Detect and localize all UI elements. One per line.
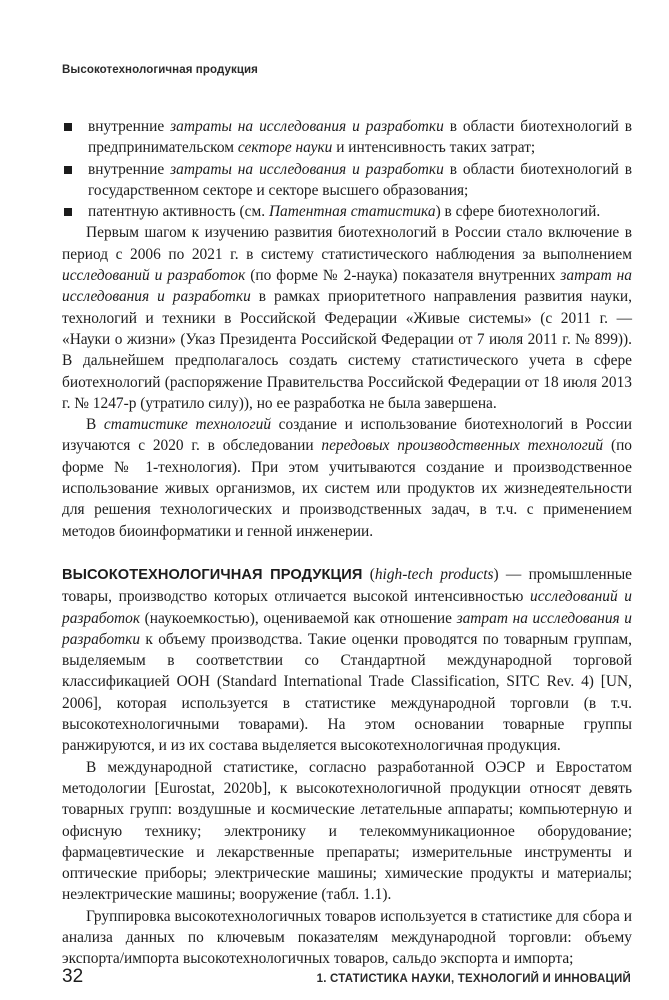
page-number: 32 (62, 966, 84, 987)
paragraph-international-statistics: В международной статистике, согласно разработанной ОЭСР и Евростатом методологии [Eurostat, 2020b], к высокотехнологичной продукции относят девять товарных групп: воздушные и космические летательные аппараты; компьютерную и офисную технику; электронику и телекоммуникационное оборудование; фармацевтические и лекарственные препараты; измерительные инструменты и оптические приборы; электрические машины; химические продукты и материалы; неэлектрические машины; вооружение (табл. 1.1). (62, 758, 632, 904)
running-head: Высокотехнологичная продукция (62, 64, 258, 76)
entry-english-term: high-tech products (374, 565, 494, 583)
paragraph-grouping: Группировка высокотехнологичных товаров используется в статистике для сбора и анализа данных по ключевым показателям международной торговли: объему экспорта/импорта высокотехнологичных товаров, сальдо экспорта и импорта; (62, 907, 632, 968)
section-gap (62, 542, 632, 564)
list-item: внутренние затраты на исследования и разработки в области биотехнологий в предпринимательском секторе науки и интенсивность таких затрат; (62, 116, 632, 159)
page-footer (62, 966, 631, 988)
list-item: внутренние затраты на исследования и разработки в области биотехнологий в государственном секторе и секторе высшего образования; (62, 159, 632, 202)
paragraph-biotech-first-steps: Первым шагом к изучению развития биотехнологий в России стало включение в период с 2006 по 2021 г. в систему статистического наблюдения за выполнением исследований и разработок (по форме № 2-наука) показателя внутренних затрат на исследования и разработки в рамках приоритетного направления развития науки, технологий и техники в Российской Федерации «Живые системы» (с 2011 г. — «Науки о жизни» (Указ Президента Российской Федерации от 7 июля 2011 г. № 899)). В дальнейшем предполагалось создать систему статистического учета в сфере биотехнологий (распоряжение Правительства Российской Федерации от 18 июля 2013 г. № 1247-р (утратило силу)), но ее разработка не была завершена. (62, 224, 632, 412)
page-body (62, 116, 632, 970)
paragraph-technology-statistics: В статистике технологий создание и использование биотехнологий в России изучаются с 2020 г. в обследовании передовых производственных технологий (по форме № 1-технология). При этом учитываются создание и производственное использование живых организмов, их систем или продуктов их жизнедеятельности для решения технологических и производственных задач, в т.ч. с применением методов биоинформатики и генной инженерии. (62, 416, 632, 540)
glossary-entry-high-tech-products: ВЫСОКОТЕХНОЛОГИЧНАЯ ПРОДУКЦИЯ (high-tech products) — промышленные товары, производство которых отличается высокой интенсивностью исследований и разработок (наукоемкостью), оцениваемой как отношение затрат на исследования и разработки к объему производства. Такие оценки проводятся по товарным группам, выделяемым в соответствии со Стандартной международной торговой классификацией ООН (Standard International Trade Classification, SITC Rev. 4) [UN, 2006], которая используется в статистике международной торговли (в т.ч. высокотехнологичными товарами). На этом основании товарные группы ранжируются, и из их состава выделяется высокотехнологичная продукция. (62, 565, 632, 755)
list-item: патентную активность (см. Патентная статистика) в сфере биотехнологий. (62, 201, 632, 222)
bullet-list (62, 116, 632, 222)
entry-term: ВЫСОКОТЕХНОЛОГИЧНАЯ ПРОДУКЦИЯ (62, 566, 363, 583)
chapter-title: 1. СТАТИСТИКА НАУКИ, ТЕХНОЛОГИЙ И ИННОВАЦИЙ (316, 973, 631, 985)
